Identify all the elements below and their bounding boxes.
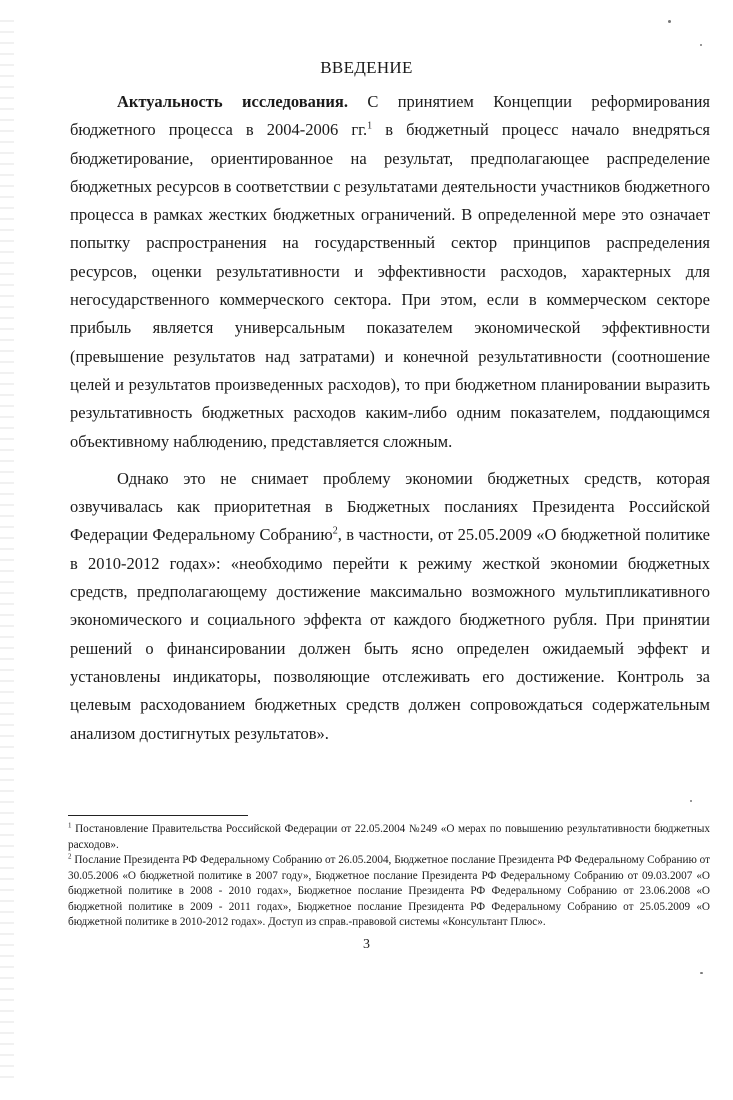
scan-speck (700, 44, 702, 46)
scan-speck (700, 972, 703, 974)
page-title: ВВЕДЕНИЕ (320, 58, 413, 77)
paragraph-relevance (70, 88, 710, 456)
footnote (68, 822, 710, 853)
footnote-number: 2 (68, 852, 72, 861)
footnote-text: Послание Президента РФ Федеральному Собранию от 26.05.2004, Бюджетное послание Президента РФ Федеральному Собранию от 30.05.2006 «О бюджетной политике в 2007 году», Бюджетное послание Президента РФ Федеральному Собранию от 09.03.2007 «О бюджетной политике в 2008 - 2010 годах», Бюджетное послание Президента РФ Федеральному Собранию от 23.06.2008 «О бюджетной политике в 2009 - 2011 годах», Бюджетное послание Президента РФ Федеральному Собранию от 25.05.2009 «О бюджетной политике в 2010-2012 годах». Доступ из справ.-правовой системы «Консультант Плюс». (68, 854, 710, 928)
paragraph-text: , в частности, от 25.05.2009 «О бюджетной политике в 2010-2012 годах»: «необходимо перейти к режиму жесткой экономии бюджетных средств, предполагающему достижение максимально возможного мультипликативного экономического и социального эффекта от каждого бюджетного рубля. При принятии решений о финансировании должен быть ясно определен ожидаемый эффект и установлены индикаторы, позволяющие отслеживать его достижение. Контроль за целевым расходованием бюджетных средств должен сопровождаться содержательным анализом достигнутых результатов». (70, 525, 710, 743)
footnote-divider (68, 815, 248, 816)
footnotes (68, 822, 710, 931)
footnote-number: 1 (68, 821, 72, 830)
footnote-text: Постановление Правительства Российской Федерации от 22.05.2004 №249 «О мерах по повышению результативности бюджетных расходов». (68, 823, 710, 851)
body-text (70, 88, 710, 748)
paragraph-text: С принятием Концепции реформирования бюджетного процесса в 2004-2006 гг. (70, 92, 711, 140)
scan-speck (668, 20, 671, 23)
paragraph-lead: Актуальность исследования. (117, 92, 348, 111)
scan-edge-artifact (0, 20, 14, 1080)
footnote-ref: 1 (367, 120, 373, 132)
footnote-ref: 2 (332, 525, 338, 537)
paragraph-text: Однако это не снимает проблему экономии бюджетных средств, которая озвучивалась как приоритетная в Бюджетных посланиях Президента Российской Федерации Федеральному Собранию (70, 468, 710, 545)
footnote (68, 853, 710, 931)
scan-speck (690, 800, 692, 802)
paragraph-economy (70, 465, 710, 748)
page-number: 3 (363, 937, 370, 952)
paragraph-text: в бюджетный процесс начало внедряться бюджетирование, ориентированное на результат, предполагающее распределение бюджетных ресурсов в соответствии с результатами деятельности участников бюджетного процесса в рамках жестких бюджетных ограничений. В определенной мере это означает попытку распространения на государственный сектор принципов распределения ресурсов, оценки результативности и эффективности расходов, характерных для негосударственного коммерческого сектора. При этом, если в коммерческом секторе прибыль является универсальным показателем экономической эффективности (превышение результатов над затратами) и конечной результативности (соотношение целей и результатов произведенных расходов), то при бюджетном планировании выразить результативность бюджетных расходов каким-либо одним показателем, поддающимся объективному наблюдению, представляется сложным. (70, 120, 710, 451)
